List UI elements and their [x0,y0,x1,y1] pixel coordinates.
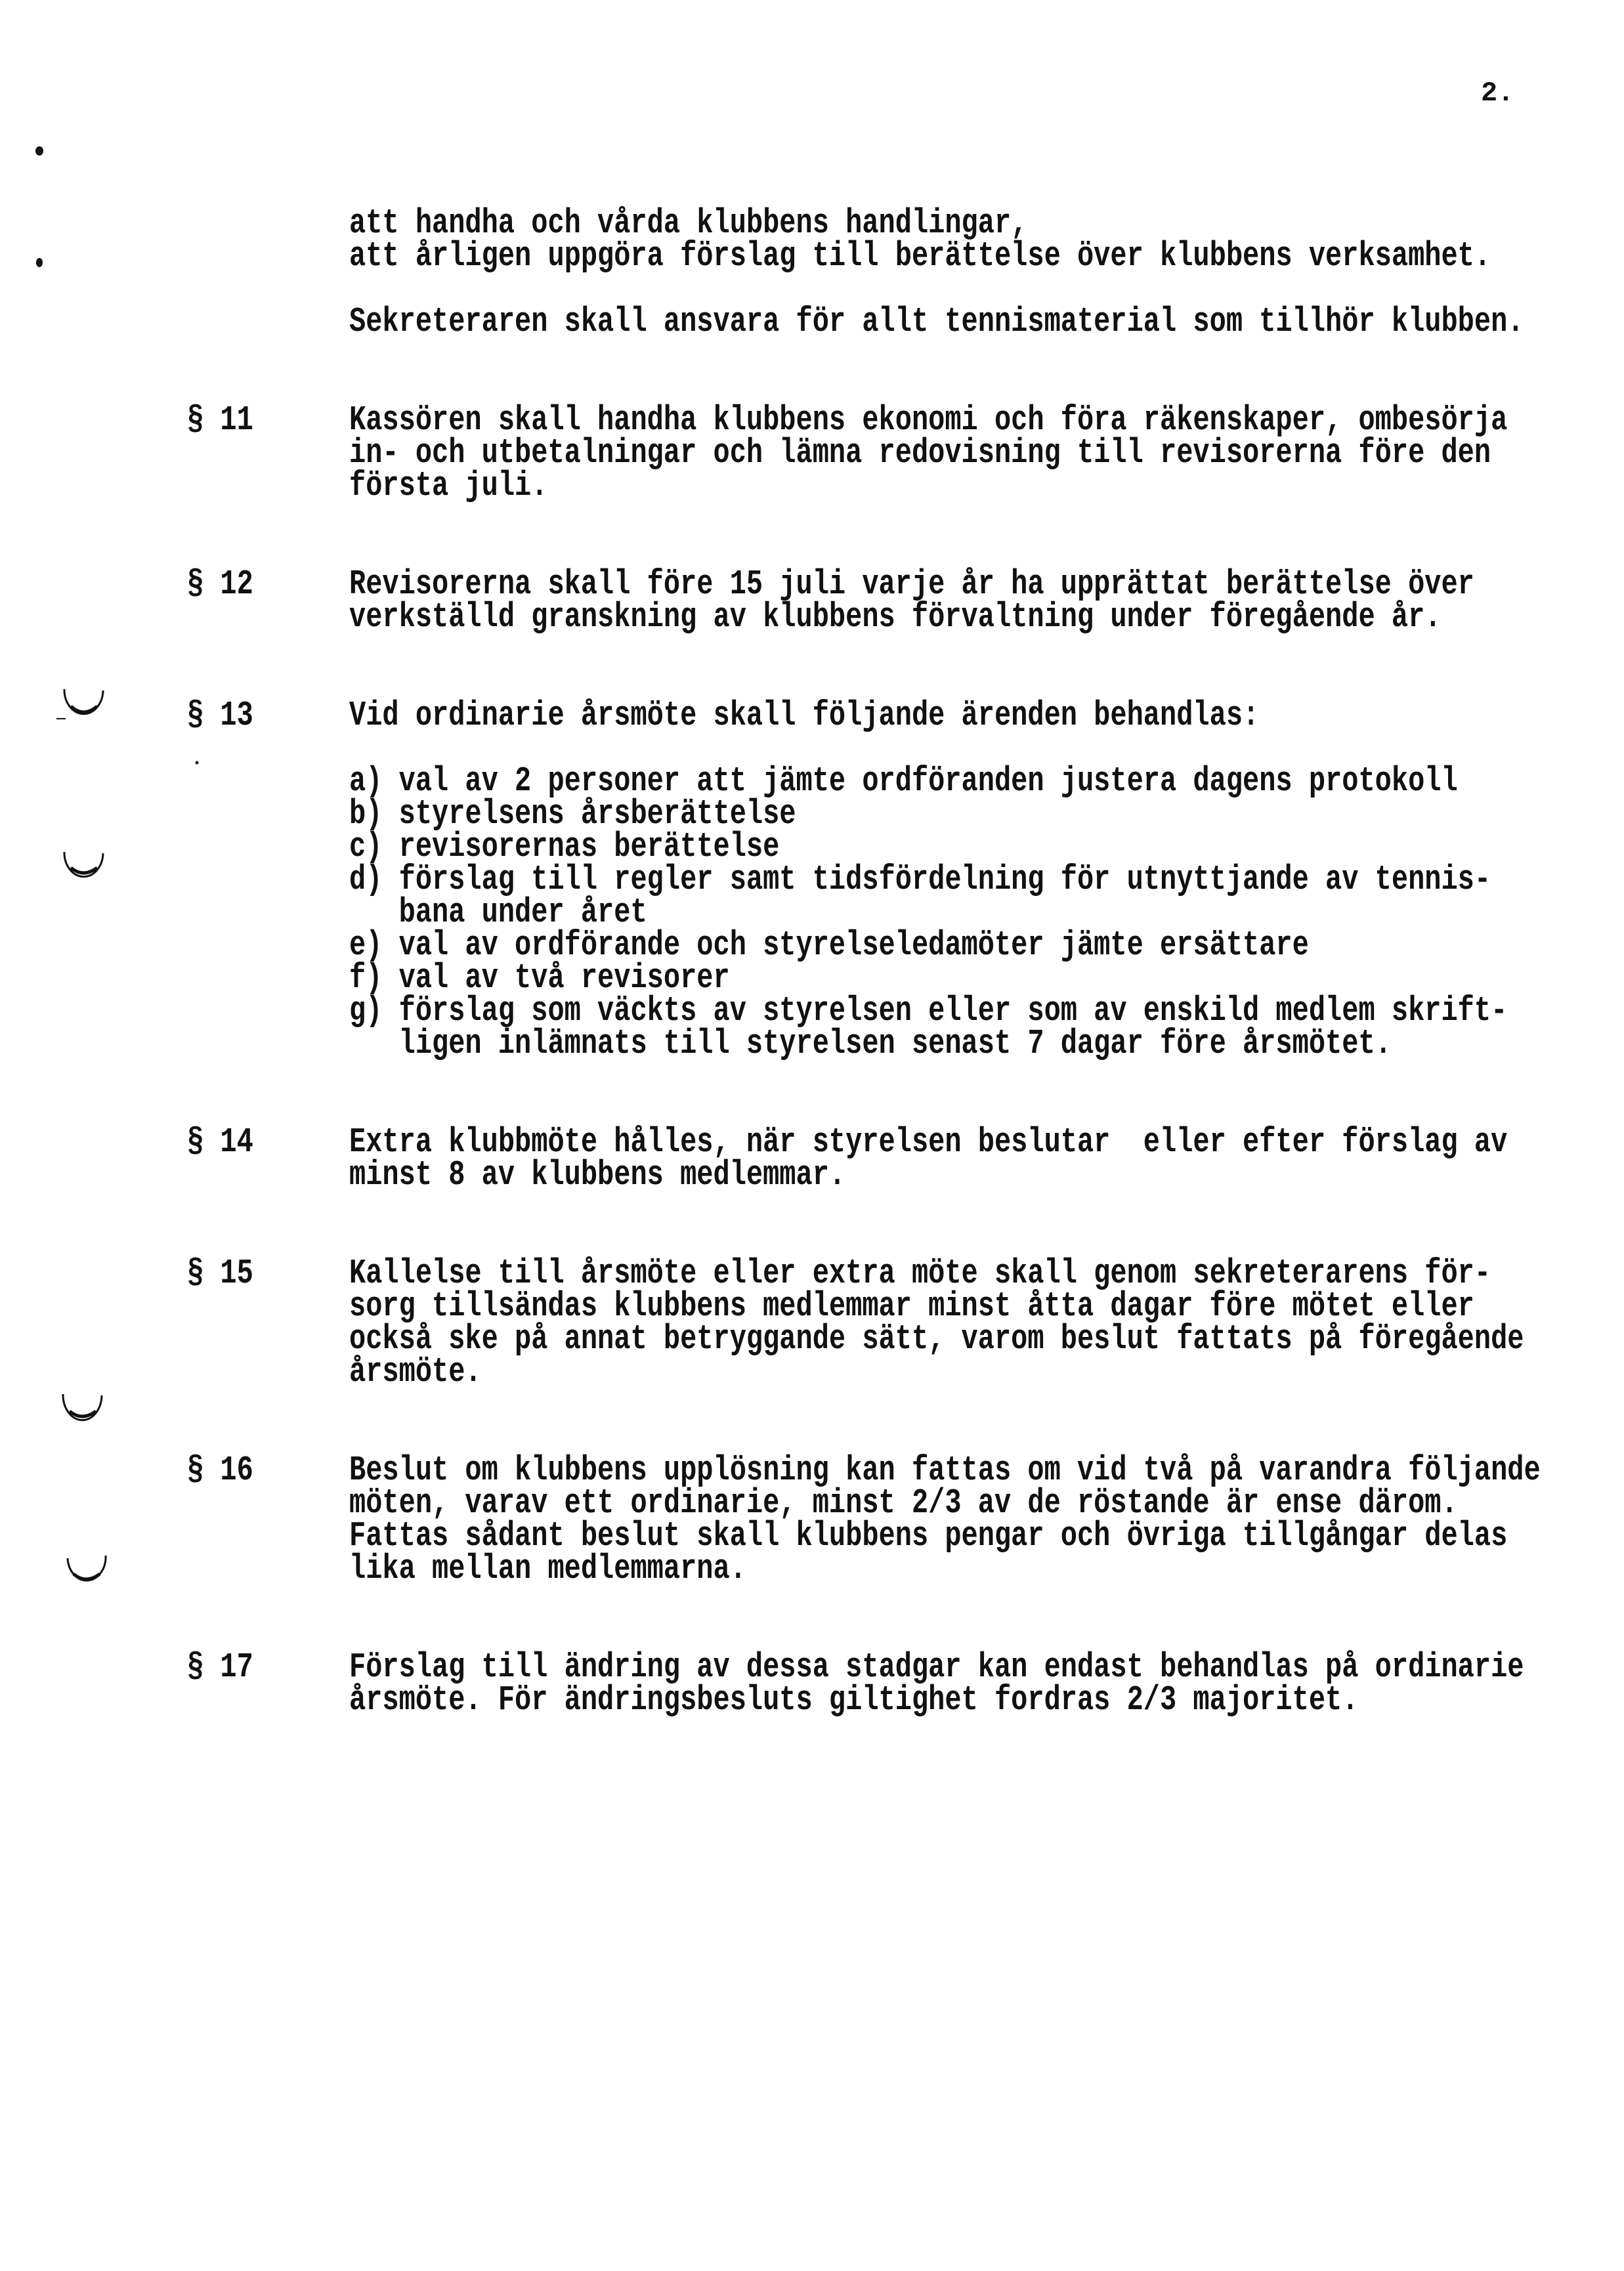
secretary-note-text [349,302,1610,342]
text-line: årsmöte. För ändringsbesluts giltighet fordras 2/3 majoritet. [349,1680,1359,1720]
section-number [187,696,253,736]
punch-hole-arc-shadow [70,1411,96,1416]
duties-text [349,203,1610,276]
section-number-label: § 13 [187,696,253,736]
text-line: in- och utbetalningar och lämna redovisning till revisorerna före den [349,433,1491,473]
section-text [349,696,1610,1064]
section-number-label: § 17 [187,1647,253,1687]
section-text [349,400,1610,506]
section-number [187,1647,253,1687]
section-number-label: § 16 [187,1451,253,1491]
text-line: Revisorerna skall före 15 juli varje år ha upprättat berättelse över [349,564,1474,605]
section-number-label: § 12 [187,564,253,605]
text-line: Förslag till ändring av dessa stadgar kan endast behandlas på ordinarie [349,1647,1524,1687]
text-line: Extra klubbmöte hålles, när styrelsen beslutar eller efter förslag av [349,1122,1508,1162]
text-line: verkställd granskning av klubbens förvaltning under föregående år. [349,597,1442,637]
margin-dot [36,258,43,267]
agenda-item-continued: bana under året [349,893,647,933]
agenda-item-continued: ligen inlämnats till styrelsen senast 7 dagar före årsmötet. [349,1024,1392,1064]
punch-hole-arc [64,689,103,714]
text-line: möten, varav ett ordinarie, minst 2/3 av de röstande är ense därom. [349,1483,1458,1523]
punch-hole-arc-shadow [71,868,97,873]
section-number-label: § 11 [187,400,253,440]
section-number [187,400,253,440]
text-line: första juli. [349,466,548,506]
margin-dot [35,146,43,156]
text-line: sorg tillsändas klubbens medlemmar minst åtta dagar före mötet eller [349,1286,1474,1327]
section-number-label: § 14 [187,1122,253,1162]
section-text [349,564,1610,637]
text-line: Kassören skall handha klubbens ekonomi och föra räkenskaper, ombesörja [349,400,1508,440]
text-line: årsmöte. [349,1352,482,1392]
page-number: 2. [1481,77,1514,109]
section-number [187,564,253,605]
section-number [187,1122,253,1162]
text-line: Vid ordinarie årsmöte skall följande ärenden behandlas: [349,696,1260,736]
text-line: Beslut om klubbens upplösning kan fattas om vid två på varandra följande [349,1451,1541,1491]
agenda-item: b) styrelsens årsberättelse [349,794,796,834]
agenda-item: f) val av två revisorer [349,958,730,998]
stray-dot [196,761,199,765]
text-line: att handha och vårda klubbens handlingar, [349,203,1028,244]
text-line: minst 8 av klubbens medlemmar. [349,1155,846,1195]
section-text [349,1451,1610,1589]
agenda-item: a) val av 2 personer att jämte ordföranden justera dagens protokoll [349,761,1458,801]
agenda-item: g) förslag som väckts av styrelsen eller som av enskild medlem skrift- [349,991,1508,1031]
text-line: lika mellan medlemmarna. [349,1549,746,1589]
punch-hole-arc [68,1556,106,1581]
agenda-item: c) revisorernas berättelse [349,827,780,867]
section-number-label: § 15 [187,1254,253,1294]
agenda-item: d) förslag till regler samt tidsfördelning för utnyttjande av tennis- [349,860,1491,900]
text-line: Sekreteraren skall ansvara för allt tennismaterial som tillhör klubben. [349,302,1524,342]
section-number [187,1254,253,1294]
agenda-item: e) val av ordförande och styrelseledamöter jämte ersättare [349,925,1309,966]
text-line: Fattas sådant beslut skall klubbens pengar och övriga tillgångar delas [349,1516,1508,1556]
text-line: att årligen uppgöra förslag till berättelse över klubbens verksamhet. [349,236,1491,276]
section-number [187,1451,253,1491]
text-line: också ske på annat betryggande sätt, varom beslut fattats på föregående [349,1319,1524,1359]
section-text [349,1254,1610,1392]
section-text [349,1647,1610,1720]
section-text [349,1122,1610,1195]
text-line: Kallelse till årsmöte eller extra möte skall genom sekreterarens för- [349,1254,1491,1294]
